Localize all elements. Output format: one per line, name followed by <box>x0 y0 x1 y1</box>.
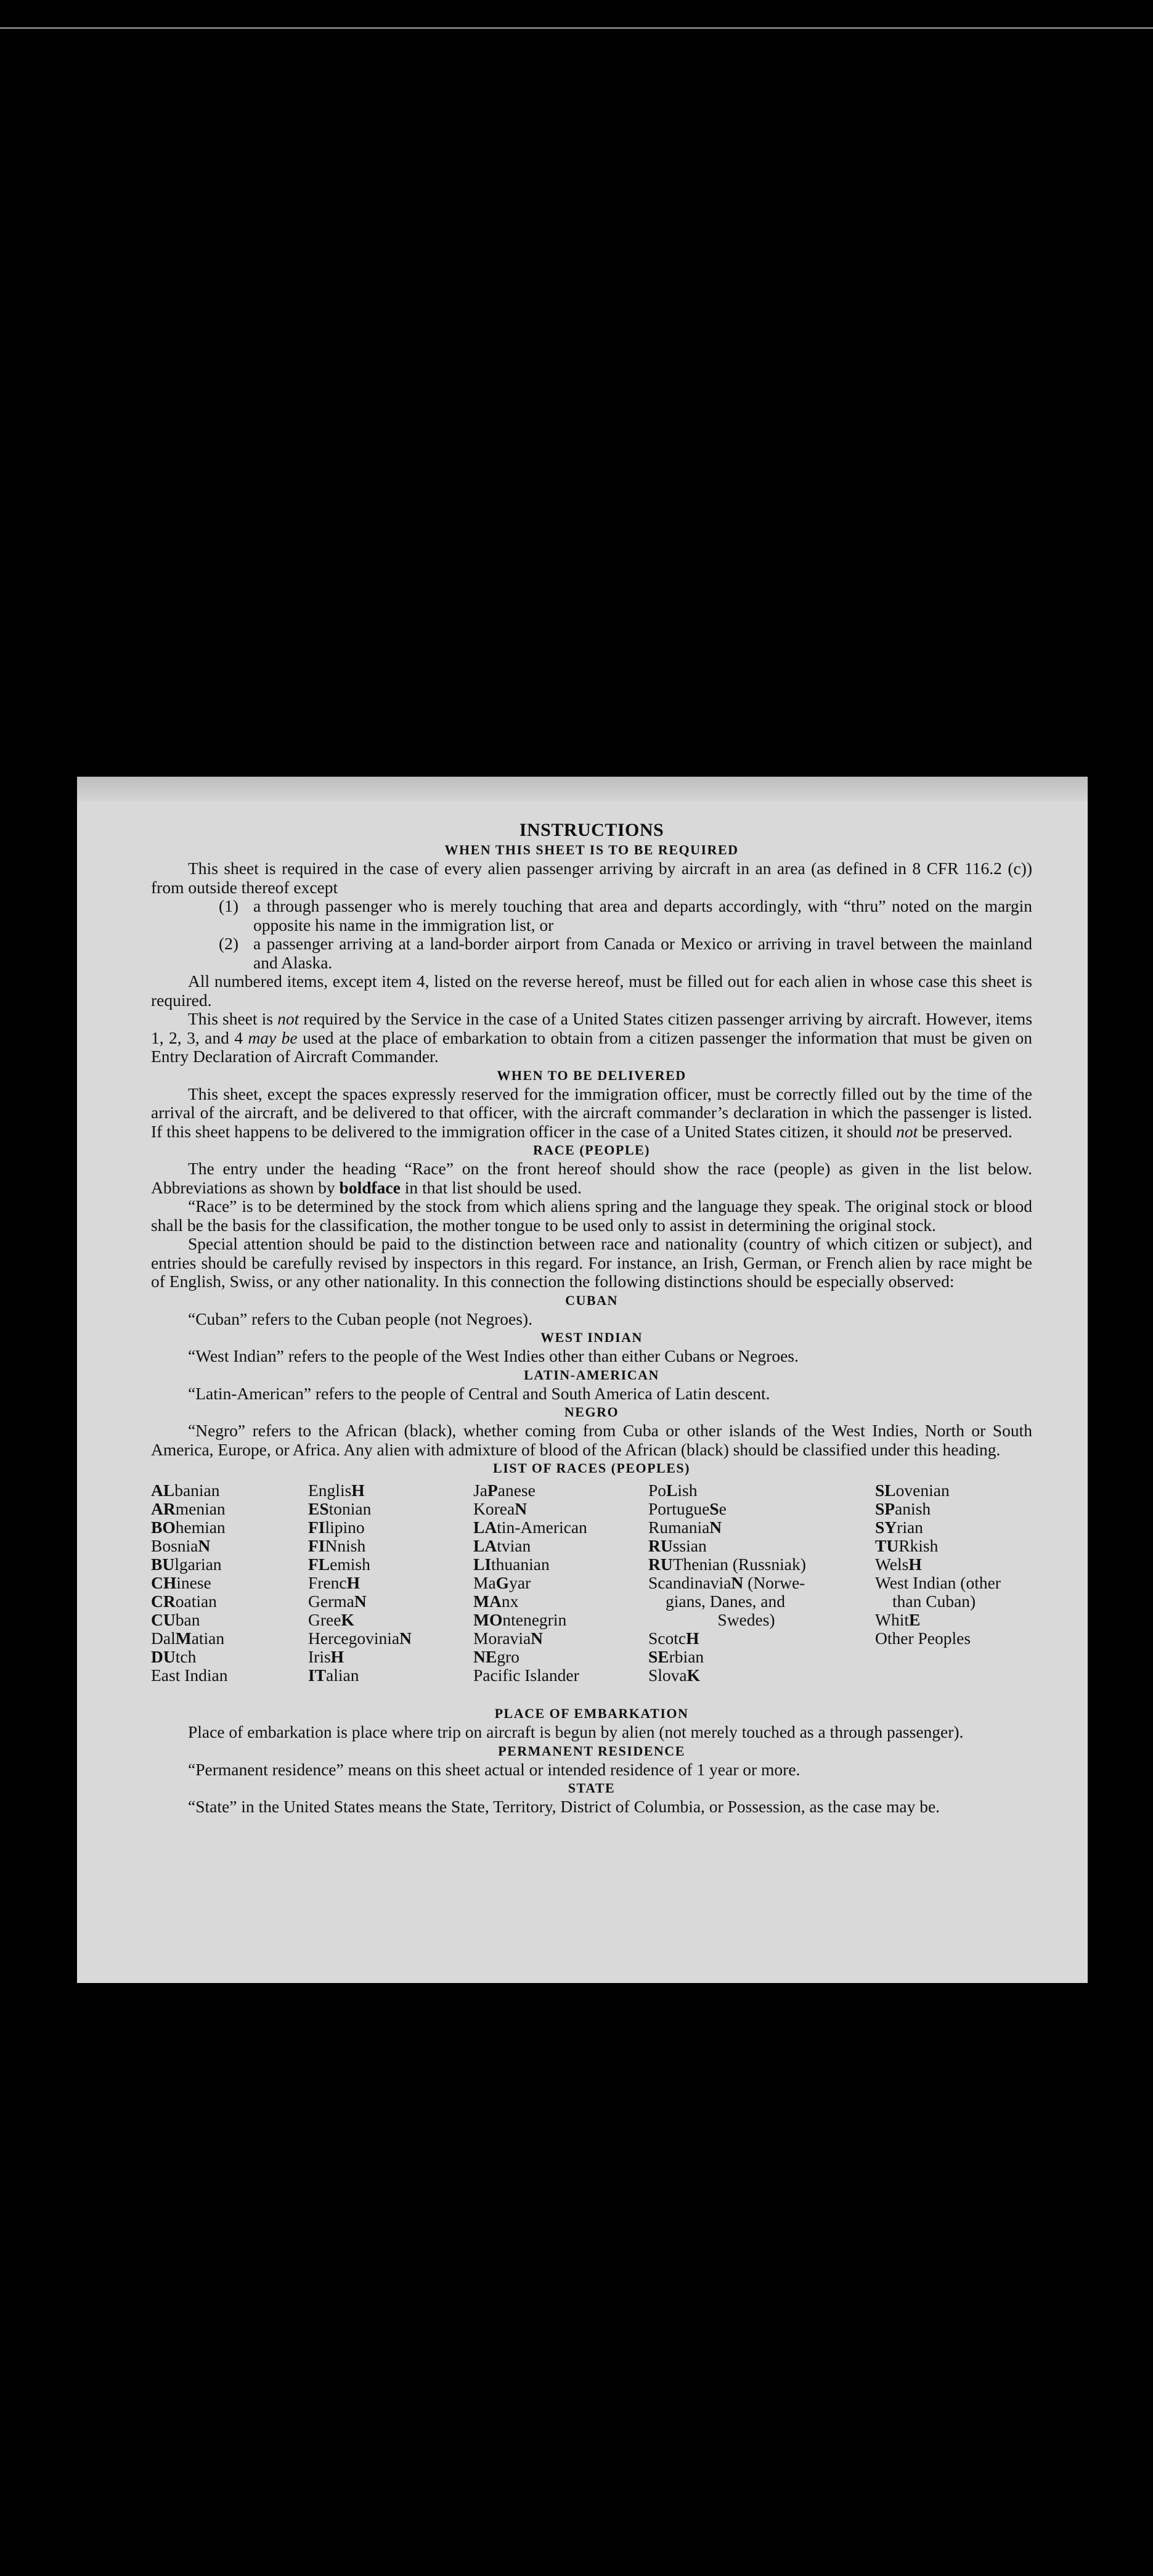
race-entry: FINnish <box>308 1536 366 1555</box>
race-entry: PoLish <box>648 1481 698 1500</box>
race-entry: BosniaN <box>151 1536 211 1555</box>
race-entry: Other Peoples <box>875 1629 971 1648</box>
document-page <box>77 777 1088 1983</box>
italic-run: not <box>896 1121 918 1141</box>
race-entry: PortugueSe <box>648 1499 727 1518</box>
latin-american-definition: “Latin-American” refers to the people of Central and South America of Latin descent. <box>188 1383 770 1403</box>
section-heading-delivered: WHEN TO BE DELIVERED <box>497 1067 687 1083</box>
italic-run: may be <box>248 1028 298 1047</box>
race-paragraph-1 <box>151 1159 1032 1197</box>
race-entry: East Indian <box>151 1666 228 1685</box>
race-entry: LAtvian <box>473 1536 531 1555</box>
race-entry: FIlipino <box>308 1518 365 1537</box>
race-entry: WhitE <box>875 1610 921 1629</box>
section-heading-state: STATE <box>568 1780 616 1796</box>
text-run: used at the place of embarkation to obtain from a citizen passenger the information that must be given on Entry Declaration of Aircraft Commander. <box>151 1028 1033 1066</box>
race-entry: Swedes) <box>717 1610 775 1629</box>
race-entry: SlovaK <box>648 1666 701 1685</box>
section-heading-race-list: LIST OF RACES (PEOPLES) <box>493 1460 690 1476</box>
required-intro: This sheet is required in the case of every alien passenger arriving by aircraft in an area (as defined in 8 CFR 116.2 (c)) from outside thereof except <box>151 859 1032 897</box>
race-entry: SErbian <box>648 1647 704 1666</box>
exception-text: a passenger arriving at a land-border airport from Canada or Mexico or arriving in travel between the mainland and Alaska. <box>253 934 1032 972</box>
numbered-items-paragraph: All numbered items, except item 4, listed on the reverse hereof, must be filled out for each alien in whose case this sheet is required. <box>151 971 1032 1010</box>
italic-run: not <box>277 1009 299 1028</box>
west-indian-definition: “West Indian” refers to the people of the West Indies other than either Cubans or Negroes. <box>188 1346 799 1365</box>
section-heading-west-indian: WEST INDIAN <box>540 1330 643 1345</box>
residence-definition: “Permanent residence” means on this sheet actual or intended residence of 1 year or more. <box>188 1759 801 1779</box>
race-entry: NEgro <box>473 1647 519 1666</box>
race-column <box>151 1481 305 1685</box>
race-entry: gians, Danes, and <box>666 1592 785 1611</box>
race-entry: WelsH <box>875 1555 922 1574</box>
race-entry: FrencH <box>308 1573 361 1592</box>
race-paragraph-2: “Race” is to be determined by the stock from which aliens spring and the language they speak. The original stock or blood shall be the basis for the classification, the mother tongue to be used only to assist in determining the original stock. <box>151 1196 1032 1235</box>
race-entry: West Indian (other <box>875 1573 1001 1592</box>
text-run: The entry under the heading “Race” on the front hereof should show the race (people) as given in the list below. Abbreviations as shown by <box>151 1159 1032 1197</box>
section-heading-embarkation: PLACE OF EMBARKATION <box>494 1706 689 1721</box>
instructions-content <box>151 820 1032 1817</box>
race-entry: GermaN <box>308 1592 367 1611</box>
race-entry: SPanish <box>875 1499 931 1518</box>
bold-run: boldface <box>339 1177 401 1197</box>
section-heading-residence: PERMANENT RESIDENCE <box>498 1743 685 1759</box>
race-entry: LIthuanian <box>473 1555 550 1574</box>
top-scan-edge <box>0 27 1153 29</box>
embarkation-definition: Place of embarkation is place where trip on aircraft is begun by alien (not merely touched as a through passenger). <box>188 1722 964 1741</box>
page-title: INSTRUCTIONS <box>519 820 664 840</box>
race-entry: DalMatian <box>151 1629 225 1648</box>
negro-definition: “Negro” refers to the African (black), whether coming from Cuba or other islands of the West Indies, North or South America, Europe, or Africa. Any alien with admixture of blood of the African (black) should be classified under this heading. <box>151 1421 1032 1459</box>
not-required-paragraph <box>151 1010 1032 1066</box>
race-entry: ARmenian <box>151 1499 226 1518</box>
race-entry: CRoatian <box>151 1592 217 1611</box>
exception-text: a through passenger who is merely touching that area and departs accordingly, with “thru” noted on the margin opposite his name in the immigration list, or <box>253 896 1032 934</box>
race-entry: BOhemian <box>151 1518 226 1537</box>
race-entry: FLemish <box>308 1555 370 1574</box>
section-heading-race: RACE (PEOPLE) <box>533 1142 650 1158</box>
section-heading-negro: NEGRO <box>564 1404 619 1420</box>
race-entry: RUThenian (Russniak) <box>648 1555 806 1574</box>
race-entry: HercegoviniaN <box>308 1629 412 1648</box>
cuban-definition: “Cuban” refers to the Cuban people (not Negroes). <box>188 1309 532 1328</box>
section-heading-cuban: CUBAN <box>565 1292 618 1308</box>
section-heading-latin-american: LATIN-AMERICAN <box>524 1367 659 1383</box>
exception-number: (2) <box>219 934 239 953</box>
race-entry: RumaniaN <box>648 1518 722 1537</box>
race-column <box>473 1481 646 1685</box>
race-entry: ALbanian <box>151 1481 220 1500</box>
race-entry: MOntenegrin <box>473 1610 567 1629</box>
text-run: required by the Service in the case of a United States citizen passenger arriving by aircraft. However, items 1, 2, 3, and 4 <box>151 1009 1033 1047</box>
race-entry: IrisH <box>308 1647 344 1666</box>
exception-number: (1) <box>219 896 239 915</box>
delivered-paragraph <box>151 1085 1032 1142</box>
race-entry: RUssian <box>648 1536 707 1555</box>
race-entry: TURkish <box>875 1536 939 1555</box>
race-list <box>151 1481 1032 1704</box>
race-paragraph-3: Special attention should be paid to the distinction between race and nationality (country of which citizen or subject), and entries should be carefully revised by inspectors in this regard. For instance, an Irish, German, or French alien by race might be of English, Swiss, or any other nationality. In this connection the following distinctions should be especially observed: <box>151 1234 1032 1291</box>
race-entry: MoraviaN <box>473 1629 544 1648</box>
race-entry: SYrian <box>875 1518 923 1537</box>
race-entry: Pacific Islander <box>473 1666 579 1685</box>
text-run: This sheet, except the spaces expressly reserved for the immigration officer, must be correctly filled out by the time of the arrival of the aircraft, and be delivered to that officer, with the aircraft commander’s declaration in which the passenger is listed. If this sheet happens to be delivered to the immigration officer in the case of a United States citizen, it should <box>151 1084 1032 1141</box>
race-entry: MaGyar <box>473 1573 531 1592</box>
race-entry: EStonian <box>308 1499 372 1518</box>
race-entry: EnglisH <box>308 1481 365 1500</box>
race-entry: than Cuban) <box>892 1592 976 1611</box>
text-run: in that list should be used. <box>404 1177 582 1197</box>
race-entry: ScandinaviaN (Norwe- <box>648 1573 805 1592</box>
text-run: be preserved. <box>922 1121 1012 1141</box>
race-entry: LAtin-American <box>473 1518 587 1537</box>
exception-item <box>219 934 1032 972</box>
text-run: This sheet is <box>188 1009 273 1028</box>
race-entry: GreeK <box>308 1610 354 1629</box>
exception-item <box>219 897 1032 934</box>
race-entry: JaPanese <box>473 1481 536 1500</box>
race-entry: BUlgarian <box>151 1555 222 1574</box>
race-column <box>875 1481 1034 1648</box>
page-top-edge <box>77 777 1088 801</box>
race-entry: ITalian <box>308 1666 359 1685</box>
state-definition: “State” in the United States means the State, Territory, District of Columbia, or Possession, as the case may be. <box>188 1797 940 1816</box>
race-entry: KoreaN <box>473 1499 528 1518</box>
race-entry: MAnx <box>473 1592 519 1611</box>
section-heading-required: WHEN THIS SHEET IS TO BE REQUIRED <box>444 842 739 857</box>
race-entry: DUtch <box>151 1647 197 1666</box>
race-entry: ScotcH <box>648 1629 699 1648</box>
race-entry: CHinese <box>151 1573 211 1592</box>
race-column <box>648 1481 827 1685</box>
race-entry: CUban <box>151 1610 200 1629</box>
race-column <box>308 1481 475 1685</box>
race-entry: SLovenian <box>875 1481 950 1500</box>
